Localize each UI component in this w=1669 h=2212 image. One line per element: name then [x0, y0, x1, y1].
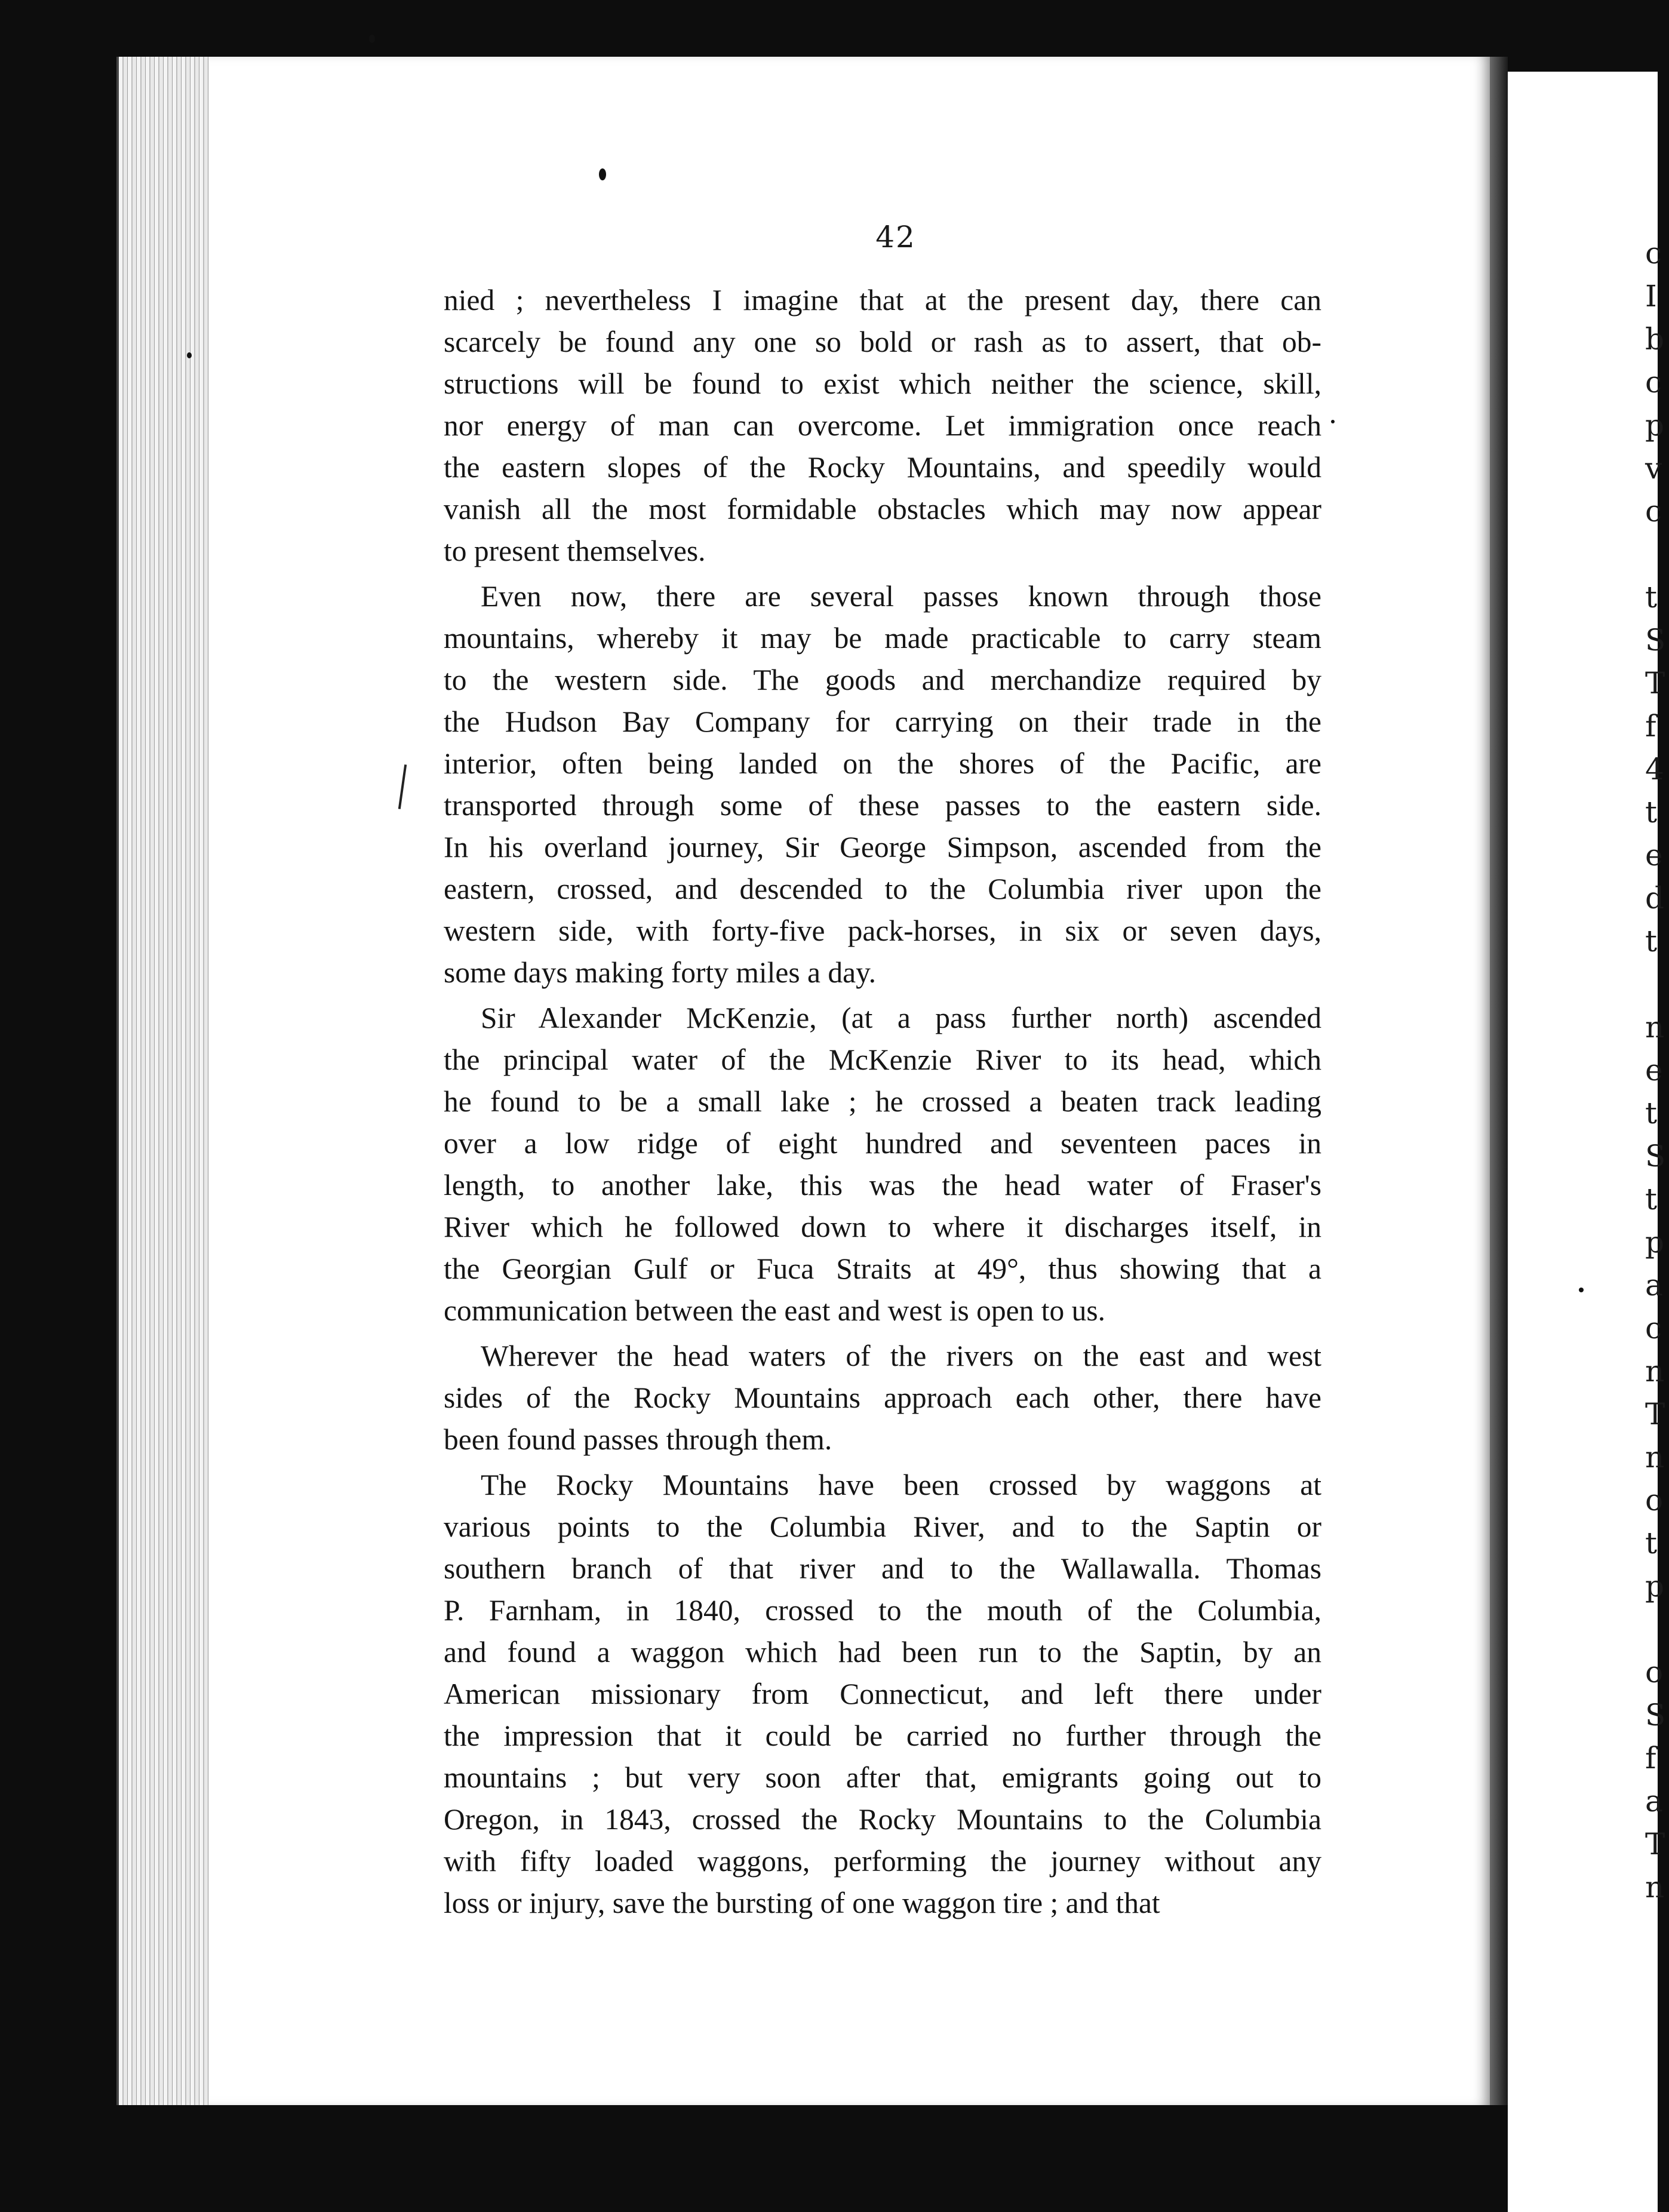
ink-speck — [369, 35, 375, 43]
ink-speck — [1331, 420, 1335, 423]
facing-page-letter: n — [1645, 1354, 1665, 1388]
text-line: the principal water of the McKenzie River to its head, which — [444, 1043, 1321, 1076]
paragraph — [444, 997, 1321, 1332]
paragraph — [444, 279, 1321, 572]
facing-page-letter: p — [1645, 1225, 1665, 1259]
facing-page-letter: f — [1645, 709, 1656, 744]
facing-page-letter: S — [1645, 1139, 1666, 1173]
text-line: Sir Alexander McKenzie, (at a pass further north) ascended — [481, 1001, 1321, 1034]
text-line: to the western side. The goods and merchandize required by — [444, 663, 1321, 696]
facing-page-letter: t — [1645, 1096, 1658, 1130]
facing-page-letter: e — [1645, 838, 1663, 872]
facing-page-letter: t — [1645, 795, 1658, 830]
text-line: over a low ridge of eight hundred and seventeen paces in — [444, 1127, 1321, 1160]
facing-page-letter — [1645, 1608, 1669, 1651]
facing-page-letter: c — [1645, 1311, 1662, 1345]
text-line: western side, with forty-five pack-horses, in six or seven days, — [444, 914, 1321, 947]
text-line: the Georgian Gulf or Fuca Straits at 49°, thus showing that a — [444, 1252, 1321, 1285]
text-line: loss or injury, save the bursting of one waggon tire ; and that — [444, 1887, 1160, 1919]
page-gutter-shadow — [1490, 57, 1508, 2105]
text-line: Wherever the head waters of the rivers on the east and west — [481, 1340, 1321, 1372]
text-line: southern branch of that river and to the Wallawalla. Thomas — [444, 1552, 1321, 1585]
text-line: Even now, there are several passes known through those — [481, 580, 1321, 613]
paragraph — [444, 1335, 1321, 1461]
text-line: sides of the Rocky Mountains approach each other, there have — [444, 1381, 1321, 1414]
text-line: scarcely be found any one so bold or rash as to assert, that ob- — [444, 325, 1321, 358]
paragraph — [444, 1464, 1321, 1924]
facing-page-letter: T — [1645, 1827, 1665, 1861]
text-line: P. Farnham, in 1840, crossed to the mouth of the Columbia, — [444, 1594, 1321, 1627]
facing-page-letter: a — [1645, 1268, 1663, 1302]
text-line: interior, often being landed on the shores of the Pacific, are — [444, 747, 1321, 780]
text-line: the impression that it could be carried no further through the — [444, 1719, 1321, 1752]
text-line: length, to another lake, this was the head water of Fraser's — [444, 1169, 1321, 1202]
facing-page-letter: t — [1645, 924, 1658, 958]
facing-page-letter: c — [1645, 494, 1662, 529]
facing-page-text-fragments — [1645, 232, 1669, 1909]
facing-page-letter: b — [1645, 322, 1665, 357]
facing-page-letter: c — [1645, 365, 1662, 400]
facing-page-letter: c — [1645, 236, 1662, 271]
text-line: been found passes through them. — [444, 1423, 832, 1456]
page-body-text — [444, 279, 1321, 1928]
facing-page-letter — [1645, 963, 1669, 1006]
facing-page-letter: v — [1645, 451, 1662, 486]
text-line: nied ; nevertheless I imagine that at the present day, there can — [444, 284, 1321, 317]
text-line: structions will be found to exist which neither the science, skill, — [444, 367, 1321, 400]
ink-speck — [187, 352, 192, 358]
text-line: River which he followed down to where it discharges itself, in — [444, 1211, 1321, 1243]
text-line: with fifty loaded waggons, performing the journey without any — [444, 1845, 1321, 1878]
text-line: communication between the east and west is open to us. — [444, 1294, 1105, 1327]
text-line: various points to the Columbia River, and to the Saptin or — [444, 1510, 1321, 1543]
facing-page-letter: p — [1645, 1569, 1665, 1603]
ink-speck — [1579, 1288, 1584, 1292]
facing-page-letter: e — [1645, 1053, 1663, 1087]
text-line: he found to be a small lake ; he crossed a beaten track leading — [444, 1085, 1321, 1118]
facing-page-letter: t — [1645, 1526, 1658, 1560]
facing-page-letter: t — [1645, 580, 1658, 615]
facing-page-letter: T — [1645, 1397, 1665, 1431]
text-line: In his overland journey, Sir George Simpson, ascended from the — [444, 831, 1321, 864]
facing-page-letter: n — [1645, 1440, 1665, 1474]
facing-page-letter: a — [1645, 1784, 1663, 1818]
facing-page-letter: 4 — [1645, 752, 1664, 787]
facing-page — [1508, 72, 1658, 2212]
text-line: the eastern slopes of the Rocky Mountains, and speedily would — [444, 451, 1321, 484]
text-line: mountains, whereby it may be made practicable to carry steam — [444, 622, 1321, 655]
text-line: some days making forty miles a day. — [444, 956, 877, 989]
ink-speck — [599, 168, 606, 180]
facing-page-letter: S — [1645, 623, 1666, 658]
text-line: vanish all the most formidable obstacles which may now appear — [444, 493, 1321, 526]
facing-page-letter: I — [1645, 279, 1657, 314]
text-line: nor energy of man can overcome. Let immigration once reach — [444, 409, 1321, 442]
facing-page-letter — [1645, 533, 1669, 576]
text-line: and found a waggon which had been run to the Saptin, by an — [444, 1636, 1321, 1669]
facing-page-letter: p — [1645, 408, 1665, 443]
page-stack-edge — [116, 57, 211, 2105]
facing-page-letter: o — [1645, 1655, 1664, 1689]
text-line: mountains ; but very soon after that, emigrants going out to — [444, 1761, 1321, 1794]
paragraph — [444, 576, 1321, 994]
text-line: Oregon, in 1843, crossed the Rocky Mountains to the Columbia — [444, 1803, 1321, 1836]
text-line: American missionary from Connecticut, and left there under — [444, 1678, 1321, 1710]
text-line: transported through some of these passes to the eastern side. — [444, 789, 1321, 822]
text-line: eastern, crossed, and descended to the Columbia river upon the — [444, 872, 1321, 905]
facing-page-letter: f — [1645, 1741, 1656, 1775]
text-line: The Rocky Mountains have been crossed by waggons at — [481, 1468, 1321, 1501]
facing-page-letter: S — [1645, 1698, 1666, 1732]
page-number: 42 — [875, 220, 916, 254]
facing-page-letter: o — [1645, 1483, 1664, 1517]
facing-page-letter: d — [1645, 881, 1665, 915]
text-line: the Hudson Bay Company for carrying on their trade in the — [444, 705, 1321, 738]
text-line: to present themselves. — [444, 534, 706, 567]
facing-page-letter: T — [1645, 666, 1665, 701]
facing-page-letter: n — [1645, 1010, 1665, 1044]
facing-page-letter: t — [1645, 1182, 1658, 1216]
facing-page-letter: n — [1645, 1870, 1665, 1904]
